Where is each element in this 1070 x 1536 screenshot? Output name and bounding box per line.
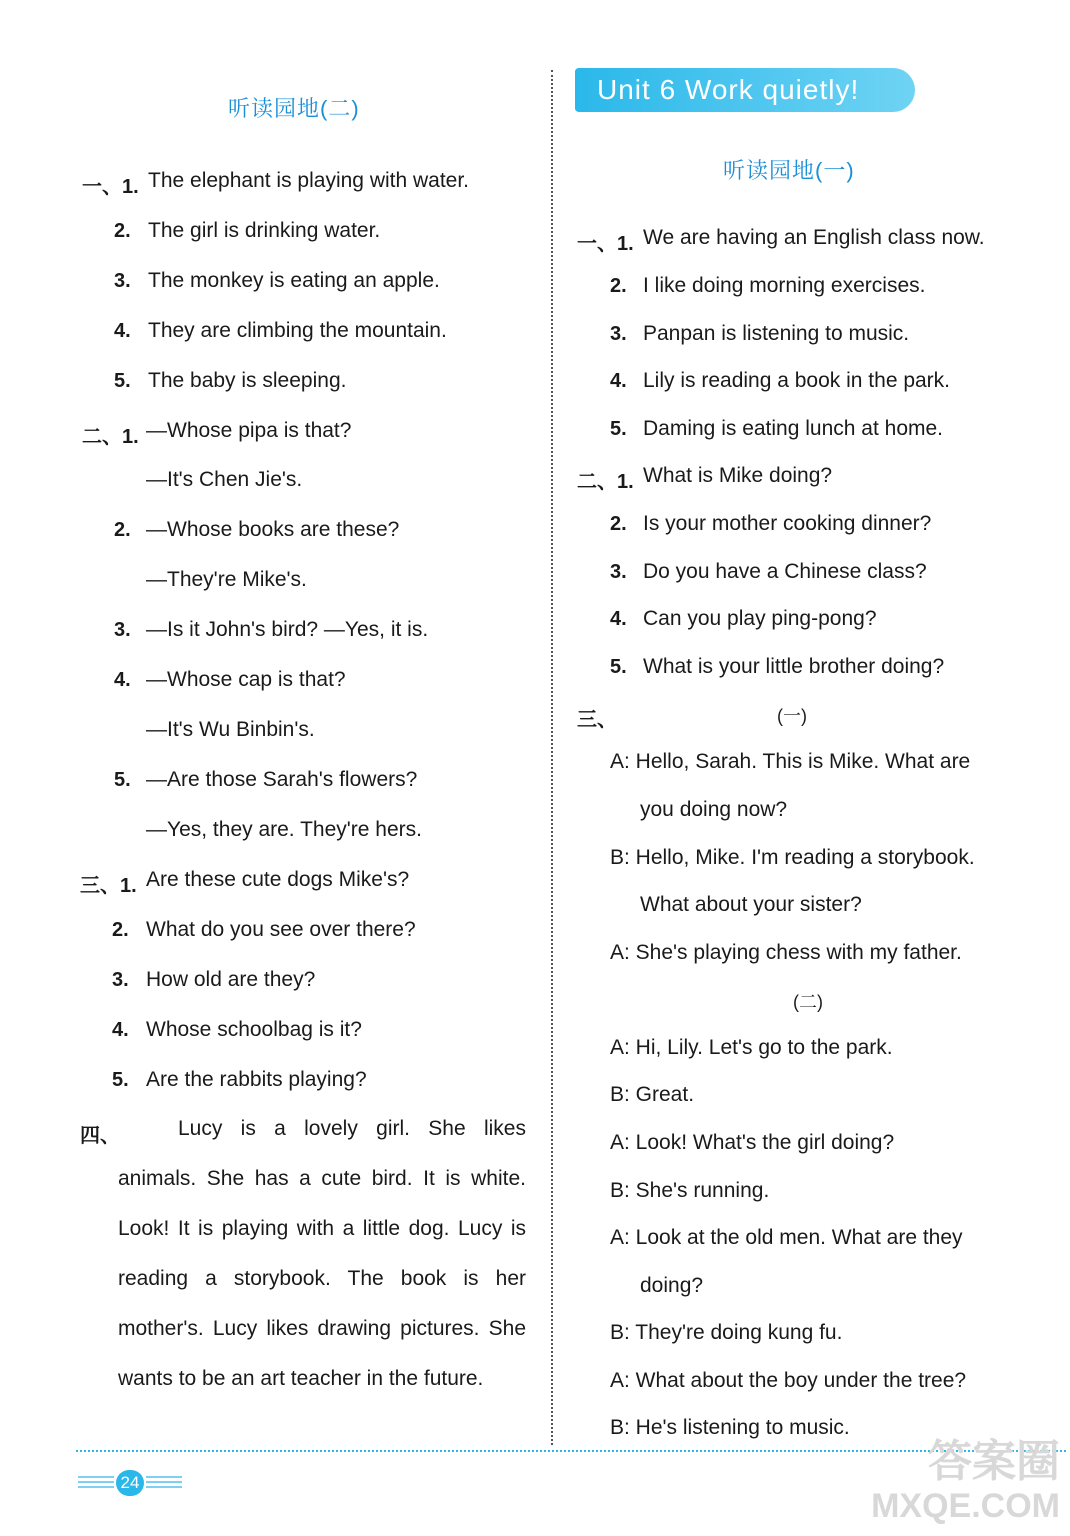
dialogue-line: What about your sister? (640, 893, 862, 916)
passage-paragraph (118, 1104, 526, 1404)
page-number: 24 (116, 1470, 144, 1496)
dialogue-line: doing? (640, 1274, 704, 1297)
dialogue-line: A: Hello, Sarah. This is Mike. What are (610, 750, 971, 773)
unit-banner: Unit 6 Work quietly! (575, 68, 915, 112)
section-title: 听读园地(二) (228, 96, 360, 121)
item-number: 2. (112, 919, 129, 941)
item-number: 2. (610, 275, 627, 297)
dialogue-line: A: Hi, Lily. Let's go to the park. (610, 1036, 893, 1059)
item-number: 4. (112, 1019, 129, 1041)
answer-line: What do you see over there? (146, 918, 416, 941)
dialogue-line: —Is it John's bird? —Yes, it is. (146, 618, 429, 641)
answer-line: The elephant is playing with water. (148, 169, 470, 192)
dialogue-line: —Are those Sarah's flowers? (146, 768, 418, 791)
section-marker: 一、1. (577, 233, 634, 255)
answer-line: How old are they? (146, 968, 316, 991)
dialogue-line: A: Look! What's the girl doing? (610, 1131, 895, 1154)
dialogue-label: (一) (777, 706, 807, 726)
answer-line: Can you play ping-pong? (643, 607, 877, 630)
dialogue-line: A: She's playing chess with my father. (610, 941, 962, 964)
dialogue-line: —Whose books are these? (146, 518, 400, 541)
dialogue-label: (二) (793, 992, 823, 1012)
answer-line: The baby is sleeping. (148, 369, 347, 392)
section-marker: 二、1. (82, 426, 139, 448)
decor-bars (78, 1476, 114, 1490)
section-marker: 三、 (577, 709, 617, 731)
section-marker: 四、 (80, 1125, 120, 1147)
page-number-badge (78, 1470, 182, 1496)
answer-line: Panpan is listening to music. (643, 322, 910, 345)
item-number: 3. (610, 561, 627, 583)
dialogue-line: A: Look at the old men. What are they (610, 1226, 963, 1249)
answer-line: What is Mike doing? (643, 464, 833, 487)
column-divider (551, 70, 553, 1445)
dialogue-line: —Yes, they are. They're hers. (146, 818, 422, 841)
dialogue-line: B: He's listening to music. (610, 1416, 850, 1439)
item-number: 2. (114, 220, 131, 242)
dialogue-line: —They're Mike's. (146, 568, 307, 591)
dialogue-line: B: They're doing kung fu. (610, 1321, 843, 1344)
watermark: 答案圈 MXQE.COM (871, 1437, 1060, 1525)
item-number: 4. (610, 370, 627, 392)
answer-line: Are these cute dogs Mike's? (146, 868, 410, 891)
passage-text: Lucy is a lovely girl. She likes animals. She has a cute bird. It is white. Look! It is playing with a little dog. Lucy is reading a storybook. The book is her mother's. Lucy likes drawing pictures. She wants to be an art teacher in the future. (118, 1117, 526, 1390)
item-number: 3. (112, 969, 129, 991)
answer-line: Do you have a Chinese class? (643, 560, 927, 583)
item-number: 4. (114, 669, 131, 691)
section-marker: 三、1. (80, 875, 137, 897)
item-number: 3. (610, 323, 627, 345)
dialogue-line: —Whose cap is that? (146, 668, 346, 691)
item-number: 4. (114, 320, 131, 342)
dialogue-line: A: What about the boy under the tree? (610, 1369, 967, 1392)
section-title: 听读园地(一) (723, 158, 855, 183)
dialogue-line: B: She's running. (610, 1179, 770, 1202)
section-marker: 一、1. (82, 176, 139, 198)
answer-line: They are climbing the mountain. (148, 319, 447, 342)
answer-line: The monkey is eating an apple. (148, 269, 440, 292)
dialogue-line: —It's Wu Binbin's. (146, 718, 315, 741)
answer-line: What is your little brother doing? (643, 655, 945, 678)
item-number: 5. (610, 656, 627, 678)
answer-line: Is your mother cooking dinner? (643, 512, 932, 535)
item-number: 5. (610, 418, 627, 440)
dialogue-line: B: Great. (610, 1083, 695, 1106)
section-marker: 二、1. (577, 471, 634, 493)
dialogue-line: B: Hello, Mike. I'm reading a storybook. (610, 846, 975, 869)
answer-line: I like doing morning exercises. (643, 274, 926, 297)
dialogue-line: you doing now? (640, 798, 788, 821)
item-number: 2. (114, 519, 131, 541)
answer-line: The girl is drinking water. (148, 219, 381, 242)
dialogue-line: —Whose pipa is that? (146, 419, 352, 442)
item-number: 3. (114, 270, 131, 292)
answer-line: Whose schoolbag is it? (146, 1018, 362, 1041)
decor-bars (146, 1476, 182, 1490)
answer-line: Lily is reading a book in the park. (643, 369, 951, 392)
item-number: 2. (610, 513, 627, 535)
answer-line: We are having an English class now. (643, 226, 985, 249)
item-number: 4. (610, 608, 627, 630)
item-number: 5. (112, 1069, 129, 1091)
answer-line: Daming is eating lunch at home. (643, 417, 943, 440)
answer-line: Are the rabbits playing? (146, 1068, 367, 1091)
item-number: 5. (114, 769, 131, 791)
item-number: 5. (114, 370, 131, 392)
item-number: 3. (114, 619, 131, 641)
dialogue-line: —It's Chen Jie's. (146, 468, 303, 491)
